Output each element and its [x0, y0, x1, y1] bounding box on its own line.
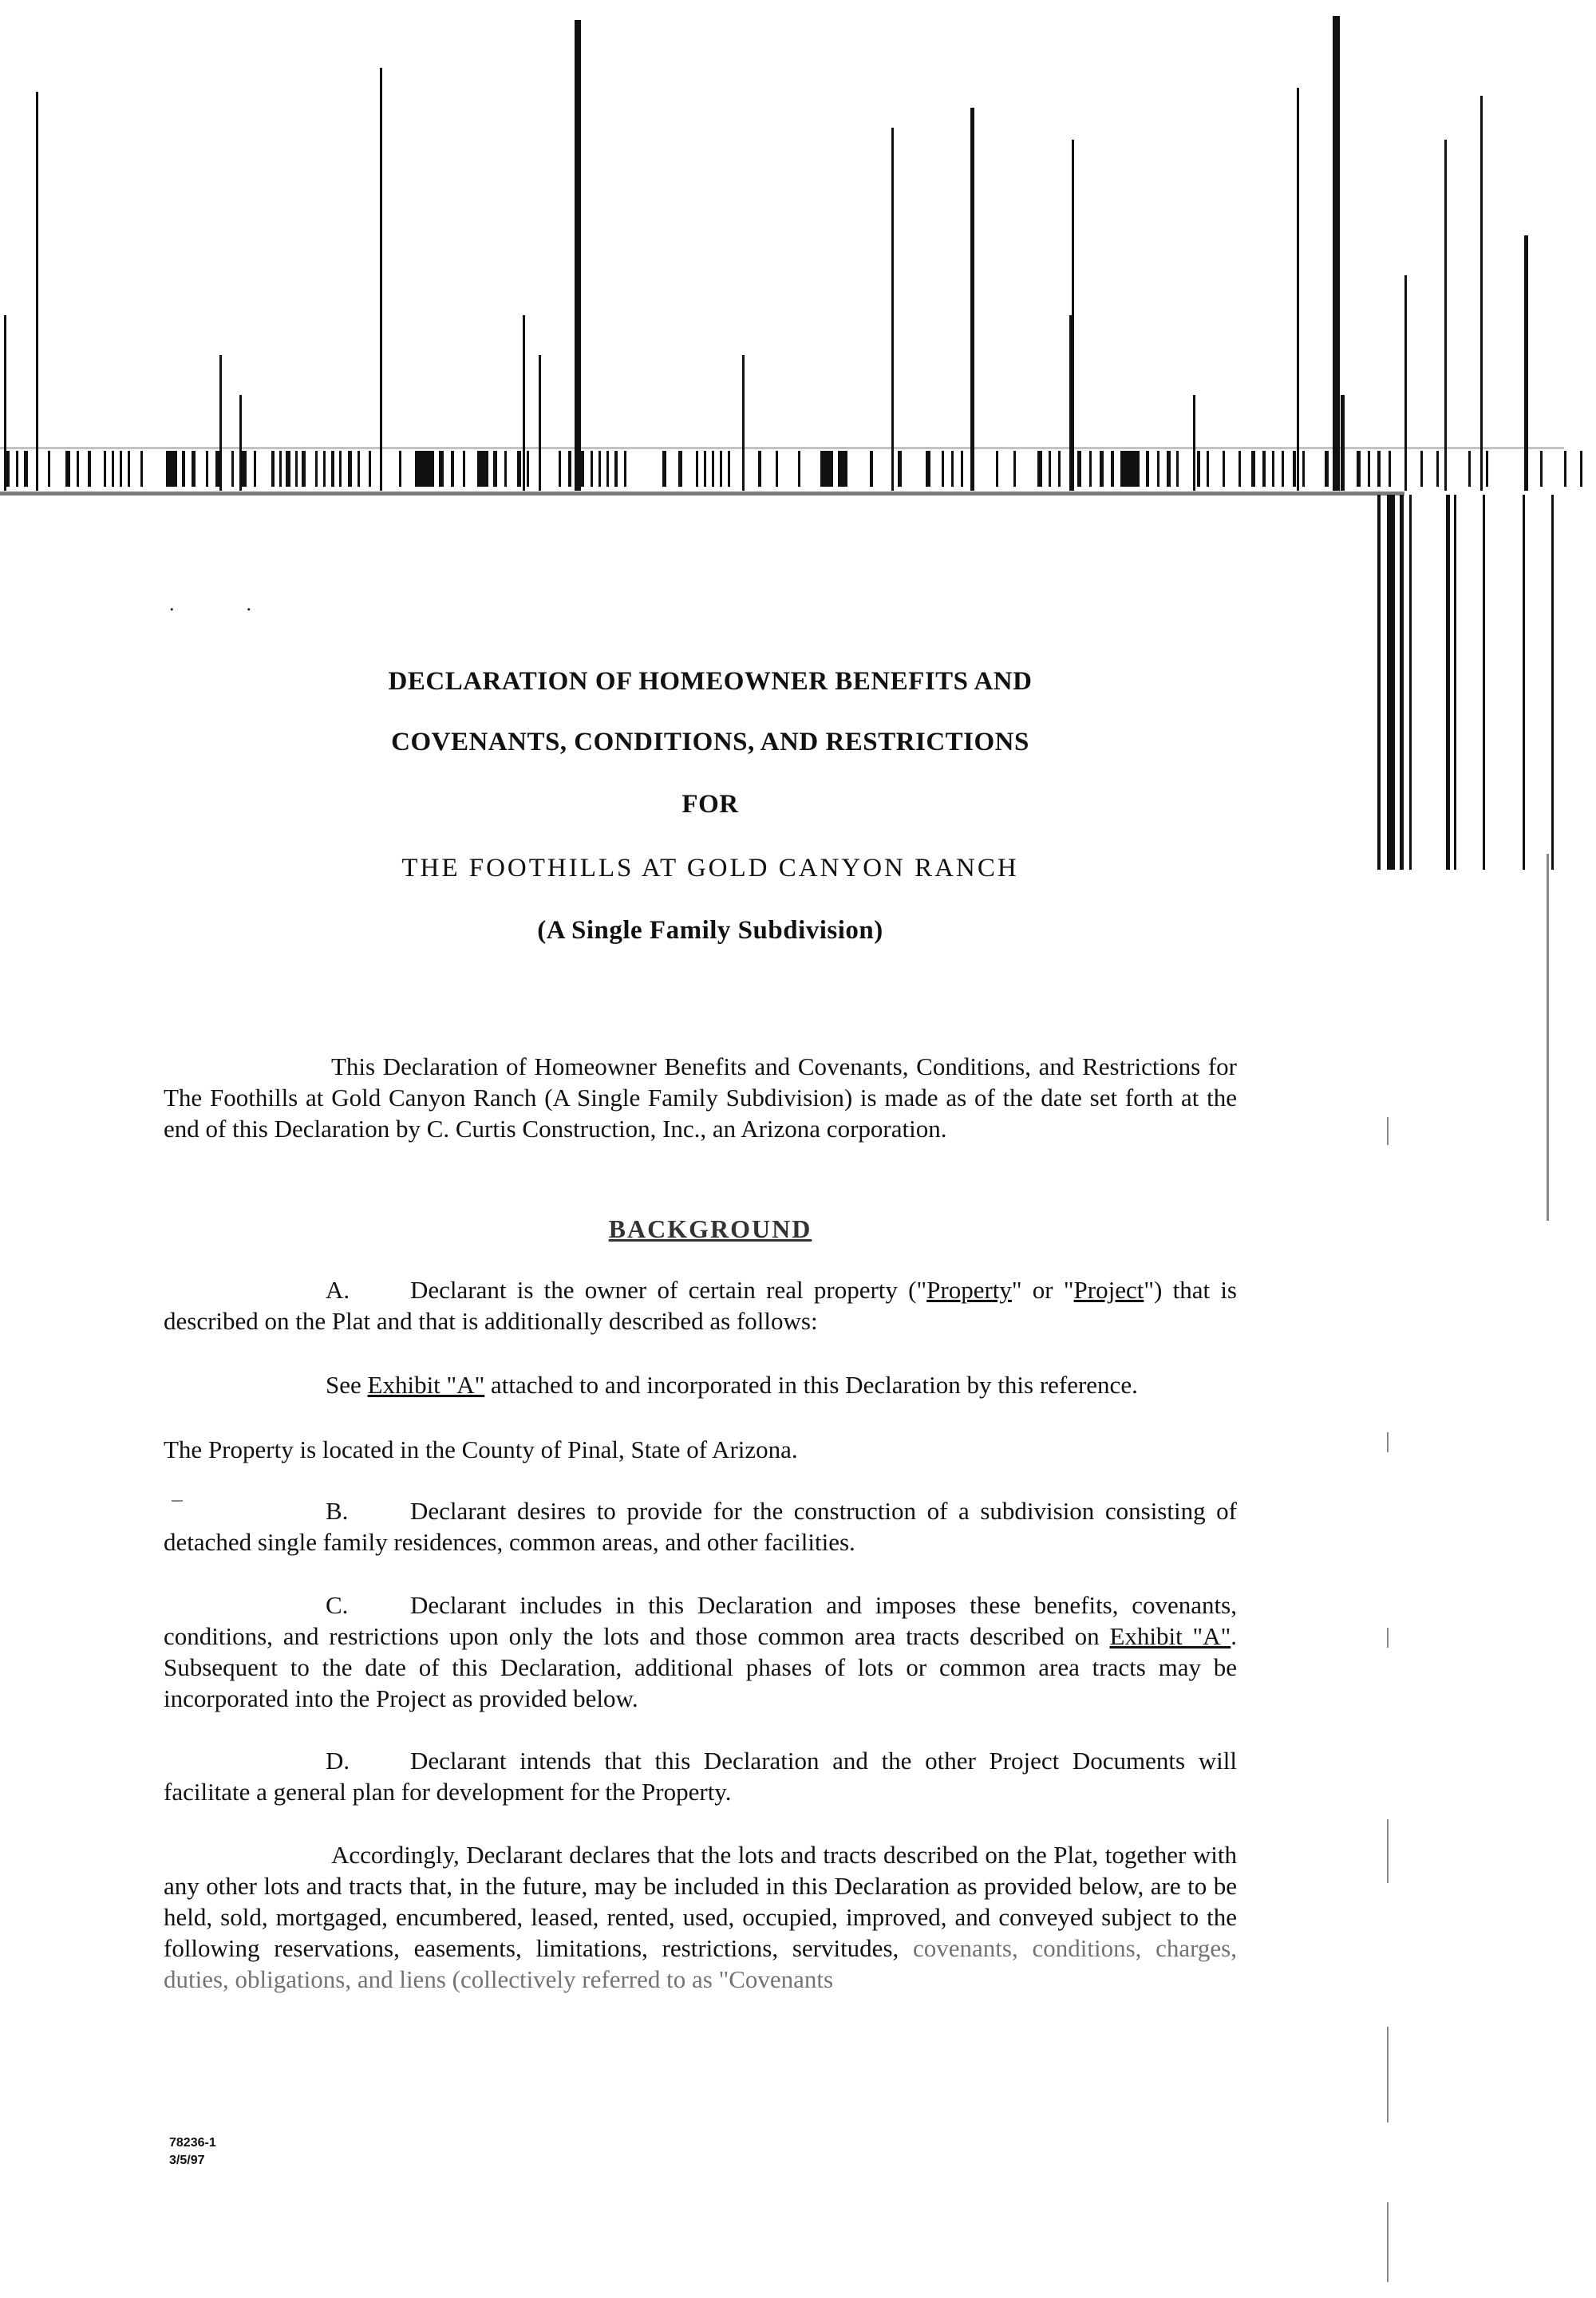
- paragraph-a-term-project: Project: [1073, 1276, 1144, 1304]
- title-line-4: THE FOOTHILLS AT GOLD CANYON RANCH: [401, 854, 1019, 882]
- title-line-3: FOR: [681, 790, 739, 819]
- intro-text: This Declaration of Homeowner Benefits and Covenants, Conditions, and Restrictions for The Foothills at Gold Canyon Ranch (A Single Family Subdivision) is made as of the date set forth at the end of this Declaration by C. Curtis Construction, Inc., an Arizona corporation.: [164, 1052, 1237, 1143]
- property-location: The Property is located in the County of Pinal, State of Arizona.: [164, 1435, 798, 1463]
- paragraph-c-text-after: . Subsequent to the date of this Declaration, additional phases of lots or common area tracts may be incorporated into the Project as provided below.: [164, 1622, 1237, 1712]
- scan-speck-marks: ..: [169, 592, 323, 615]
- title-line-2: COVENANTS, CONDITIONS, AND RESTRICTIONS: [391, 728, 1029, 756]
- exhibit-line-before: See: [326, 1371, 368, 1399]
- document-footer: [169, 2134, 216, 2170]
- paragraph-b-text: Declarant desires to provide for the construction of a subdivision consisting of detached single family residences, common areas, and other facilities.: [164, 1497, 1237, 1556]
- accordingly-text: Accordingly, Declarant declares that the lots and tracts described on the Plat, together with any other lots and tracts that, in the future, may be included in this Declaration as provided below, are to be held, sold, mortgaged, encumbered, leased, rented, used, occupied, improved, and conveyed subject to the following reservations, easements, limitations, restrictions, servitudes,: [164, 1841, 1237, 1962]
- exhibit-line: [326, 1369, 1251, 1400]
- paragraph-a: [164, 1274, 1237, 1337]
- paragraph-a-text-before: Declarant is the owner of certain real property (": [410, 1276, 927, 1304]
- exhibit-line-after: attached to and incorporated in this Declaration by this reference.: [484, 1371, 1138, 1399]
- intro-paragraph: [164, 1051, 1237, 1144]
- paragraph-a-term-property: Property: [926, 1276, 1012, 1304]
- paragraph-c-text-before: Declarant includes in this Declaration and imposes these benefits, covenants, conditions, and restrictions upon only the lots and those common area tracts described on: [164, 1591, 1237, 1650]
- paragraph-c: [164, 1589, 1237, 1714]
- paragraph-d-text: Declarant intends that this Declaration and the other Project Documents will facilitate a general plan for development for the Property.: [164, 1747, 1237, 1806]
- paragraph-b: [164, 1495, 1237, 1558]
- exhibit-a-reference: Exhibit "A": [367, 1371, 485, 1399]
- paragraph-a-label: A.: [326, 1276, 350, 1304]
- paragraph-c-exhibit-reference: Exhibit "A": [1109, 1622, 1231, 1650]
- background-heading: BACKGROUND: [608, 1214, 812, 1243]
- footer-doc-number: 78236-1: [169, 2136, 216, 2150]
- paragraph-d-label: D.: [326, 1747, 350, 1775]
- title-line-5: (A Single Family Subdivision): [537, 916, 883, 945]
- title-line-1: DECLARATION OF HOMEOWNER BENEFITS AND: [388, 667, 1033, 696]
- paragraph-b-label: B.: [326, 1497, 349, 1525]
- paragraph-c-label: C.: [326, 1591, 349, 1619]
- paragraph-d: [164, 1745, 1237, 1807]
- footer-date: 3/5/97: [169, 2154, 205, 2167]
- accordingly-paragraph: [164, 1839, 1237, 1995]
- paragraph-a-text-after: ") that is described on the Plat and that is additionally described as follows:: [164, 1276, 1237, 1335]
- paragraph-a-text-mid: " or ": [1011, 1276, 1074, 1304]
- accordingly-cutoff-text: covenants, conditions, charges, duties, obligations, and liens (collectively referred to as "Covenants: [164, 1934, 1237, 1993]
